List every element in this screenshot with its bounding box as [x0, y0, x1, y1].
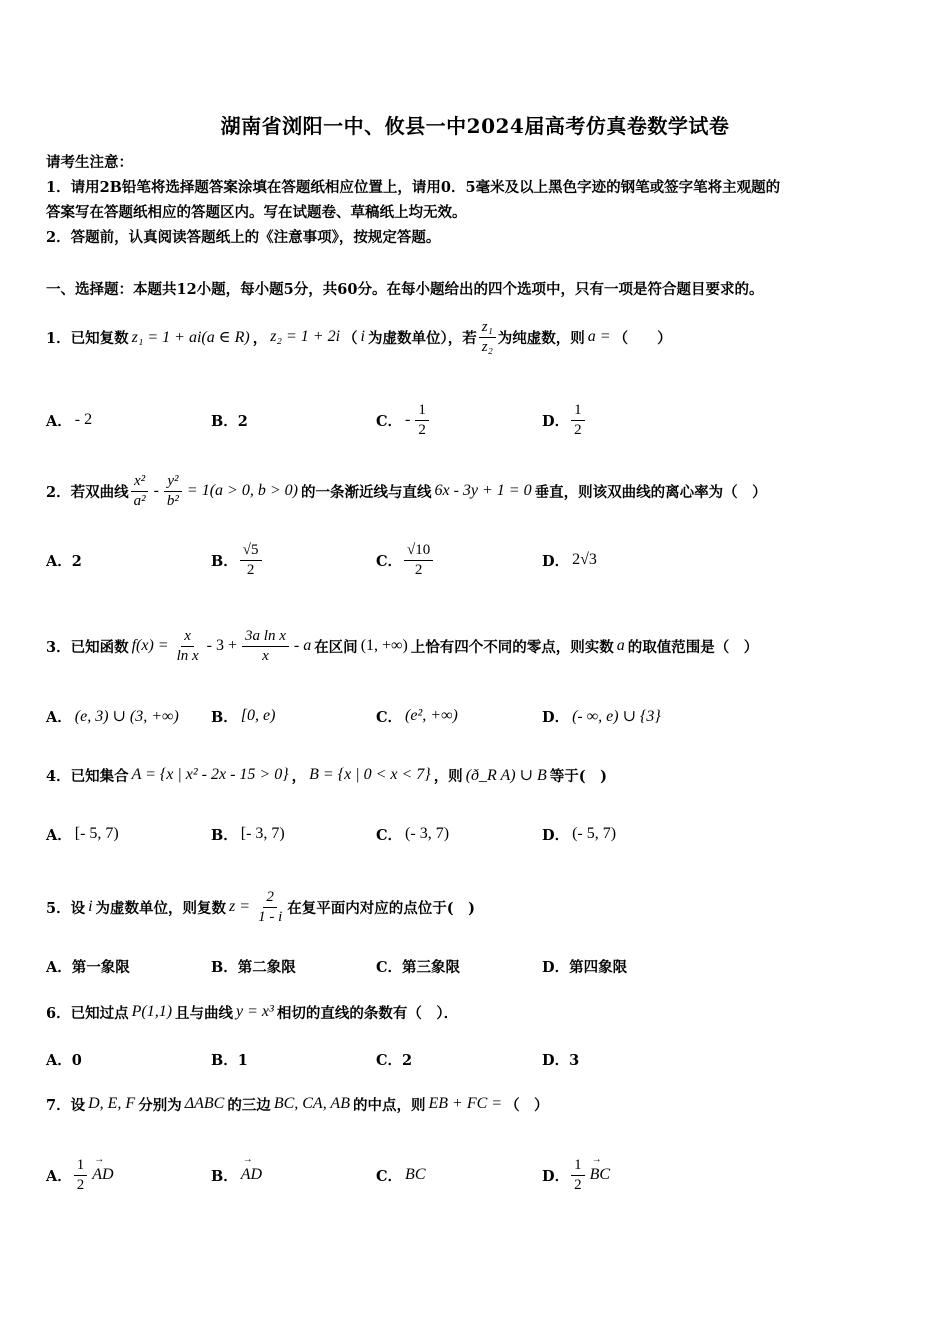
q5-option-c-label: C．第三象限: [376, 958, 461, 976]
q4-text: 4．已知集合: [46, 767, 129, 785]
q2-frac-1-den: a²: [133, 492, 146, 509]
q4-option-d[interactable]: [542, 814, 619, 854]
question-4: [46, 755, 916, 795]
q6-text-2: 且与曲线: [175, 1004, 234, 1022]
q3-interval: (1, +∞): [360, 637, 408, 654]
q1-a: a =: [587, 328, 611, 345]
q4-options: [46, 814, 916, 854]
q2-option-d-value: 2√3: [572, 551, 597, 568]
q2-frac-1: [131, 473, 149, 510]
q2-condition: = 1(a > 0, b > 0): [186, 482, 298, 499]
notice-item-2: 2．答题前，认真阅读答题纸上的《注意事项》，按规定答题。: [46, 229, 441, 246]
q4-set-a: A = {x | x² - 2x - 15 > 0}: [131, 766, 289, 783]
q5-i: i: [88, 898, 93, 915]
q3-text-2: 在区间: [314, 638, 358, 656]
q7-text-2: 分别为: [138, 1096, 182, 1114]
q1-option-a[interactable]: [46, 400, 95, 440]
q3-frac-1: [174, 628, 202, 665]
q4-option-c-value: (- 3, 7): [405, 825, 450, 842]
question-3: [46, 622, 916, 670]
q7-text: 7．设: [46, 1096, 86, 1114]
q5-option-d-label: D．第四象限: [542, 958, 628, 976]
q3-option-a-label: A．: [46, 708, 72, 726]
q5-frac-den: 1 - i: [258, 908, 283, 925]
q5-text-3: 在复平面内对应的点位于( ): [287, 899, 475, 917]
q5-options: [46, 946, 916, 986]
q6-option-a-label: A．0: [46, 1051, 82, 1069]
q1-paren: （: [343, 329, 358, 347]
question-6: [46, 994, 916, 1030]
q2-option-c[interactable]: [376, 540, 435, 580]
q3-text-4: 的取值范围是（ ）: [627, 638, 759, 656]
question-1: [46, 314, 916, 360]
q2-option-c-label: C．: [376, 552, 403, 570]
question-5: [46, 884, 916, 930]
q1-option-a-label: A．: [46, 412, 72, 430]
q5-option-a[interactable]: [46, 946, 130, 986]
q5-text: 5．设: [46, 899, 86, 917]
q5-z: z =: [229, 898, 251, 915]
q5-option-c[interactable]: [376, 946, 460, 986]
notice-heading: 请考生注意：: [46, 154, 133, 171]
q5-option-b-label: B．第二象限: [211, 958, 296, 976]
q6-point: P(1,1): [131, 1003, 173, 1020]
q1-frac-num: z₁: [479, 319, 496, 338]
section-heading: 一、选择题：本题共12小题，每小题5分，共60分。在每小题给出的四个选项中，只有一项是符合题目要求的。: [46, 281, 764, 298]
notice-item-1b: 答案写在答题纸相应的答题区内。写在试题卷、草稿纸上均无效。: [46, 204, 467, 221]
question-2: [46, 468, 916, 514]
q3-f: f(x) =: [131, 637, 169, 654]
q1-option-c[interactable]: [376, 400, 431, 440]
q3-a: a: [616, 637, 625, 654]
q4-option-d-value: (- 5, 7): [572, 825, 617, 842]
q6-option-d-label: D．3: [542, 1051, 580, 1069]
q4-set-b: B = {x | 0 < x < 7}: [309, 766, 431, 783]
q1-option-c-label: C．: [376, 412, 403, 430]
q7-options: [46, 1150, 916, 1200]
q6-options: [46, 1039, 916, 1079]
q5-option-b[interactable]: [211, 946, 296, 986]
q5-text-2: 为虚数单位，则复数: [95, 899, 227, 917]
q3-option-b-label: B．: [211, 708, 238, 726]
q7-option-b-label: B．: [211, 1167, 238, 1185]
q1-option-d-num: 1: [571, 402, 585, 421]
q1-option-d-label: D．: [542, 412, 570, 430]
q7-option-b-vector: → AD: [241, 1166, 262, 1184]
q3-option-b-value: [0, e): [240, 707, 276, 724]
q2-frac-2-den: b²: [166, 492, 179, 509]
q7-option-d-num: 1: [571, 1157, 585, 1176]
q1-answer-blank: （ ）: [613, 329, 672, 347]
q1-text-2: 为虚数单位），若: [367, 329, 477, 347]
q2-option-c-den: 2: [414, 561, 423, 578]
q2-option-c-num: √10: [404, 542, 433, 561]
q7-option-b[interactable]: [211, 1150, 265, 1200]
q4-option-a[interactable]: [46, 814, 122, 854]
q7-option-a-vector: → AD: [92, 1166, 113, 1184]
q3-frac-1-num: x: [181, 628, 194, 647]
q2-options: [46, 540, 916, 580]
q5-fraction: [255, 889, 285, 926]
q4-option-a-label: A．: [46, 826, 72, 844]
q4-text-3: 等于( ): [549, 767, 608, 785]
q5-frac-num: 2: [263, 889, 277, 908]
q2-frac-1-num: x²: [131, 473, 148, 492]
q7-triangle: ΔABC: [184, 1095, 225, 1112]
q1-option-c-den: 2: [418, 421, 426, 438]
q3-option-d-label: D．: [542, 708, 570, 726]
q2-option-a-label: A．2: [46, 552, 82, 570]
q4-option-b-label: B．: [211, 826, 238, 844]
q3-end: - a: [293, 637, 312, 654]
q3-frac-1-den: ln x: [176, 647, 199, 664]
q1-fraction: [479, 319, 496, 356]
q3-option-c-value: (e², +∞): [405, 707, 458, 724]
q1-option-b[interactable]: [211, 400, 248, 440]
q2-frac-2-num: y²: [164, 473, 181, 492]
page-title: 湖南省浏阳一中、攸县一中2024届高考仿真卷数学试卷: [220, 114, 730, 138]
q3-option-b[interactable]: [211, 696, 278, 736]
q3-text: 3．已知函数: [46, 638, 129, 656]
q4-option-a-value: [- 5, 7): [74, 825, 119, 842]
q2-option-b-frac: [240, 542, 262, 579]
q7-text-5: （ ）: [505, 1096, 549, 1114]
q2-text-3: 垂直，则该双曲线的离心率为（ ）: [534, 483, 767, 501]
q7-option-a-num: 1: [74, 1157, 88, 1176]
q1-option-d-frac: [571, 402, 585, 439]
q6-text: 6．已知过点: [46, 1004, 129, 1022]
q7-option-a-frac: [74, 1157, 88, 1194]
q1-comma: ，: [252, 329, 268, 347]
q2-line: 6x - 3y + 1 = 0: [434, 482, 532, 499]
q2-option-b[interactable]: [211, 540, 264, 580]
q1-option-d-den: 2: [574, 421, 582, 438]
q2-option-b-den: 2: [246, 561, 255, 578]
q2-minus: -: [153, 482, 159, 499]
q7-option-c[interactable]: [376, 1150, 429, 1200]
q7-option-d-frac: [571, 1157, 585, 1194]
q7-option-d[interactable]: [542, 1150, 613, 1200]
q7-text-4: 的中点，则: [352, 1096, 426, 1114]
q3-option-a-value: (e, 3) ∪ (3, +∞): [74, 708, 179, 725]
q3-option-c[interactable]: [376, 696, 461, 736]
question-7: [46, 1086, 916, 1122]
q2-option-c-frac: [404, 542, 433, 579]
q7-option-a[interactable]: [46, 1150, 117, 1200]
q1-options: [46, 400, 916, 440]
q2-text: 2．若双曲线: [46, 483, 129, 501]
q2-option-b-num: √5: [240, 542, 262, 561]
q2-option-d-label: D．: [542, 552, 570, 570]
q1-option-d[interactable]: [542, 400, 587, 440]
q1-option-c-num: 1: [415, 402, 429, 421]
q7-expression: EB + FC =: [428, 1095, 503, 1112]
q6-option-b-label: B．1: [211, 1051, 248, 1069]
q4-option-b-value: [- 3, 7): [240, 825, 285, 842]
q6-option-a[interactable]: [46, 1039, 82, 1079]
q4-comma: ，: [291, 767, 307, 785]
q2-text-2: 的一条渐近线与直线: [300, 483, 432, 501]
q6-option-d[interactable]: [542, 1039, 579, 1079]
q6-curve: y = x³: [236, 1003, 274, 1020]
q3-option-c-label: C．: [376, 708, 403, 726]
q7-option-a-den: 2: [76, 1176, 85, 1193]
q6-option-c[interactable]: [376, 1039, 412, 1079]
q1-z1: z₁ = 1 + ai(a ∈ R): [131, 329, 250, 346]
q2-option-a[interactable]: [46, 540, 82, 580]
q7-points: D, E, F: [88, 1095, 136, 1112]
q6-text-3: 相切的直线的条数有（ ）．: [276, 1004, 459, 1022]
q1-z2: z₂ = 1 + 2i: [270, 328, 341, 345]
q1-text: 1．已知复数: [46, 329, 129, 347]
q1-option-b-label: B．2: [211, 412, 248, 430]
q6-option-b[interactable]: [211, 1039, 248, 1079]
q4-option-c[interactable]: [376, 814, 452, 854]
q7-option-d-den: 2: [574, 1176, 582, 1193]
q3-text-3: 上恰有四个不同的零点，则实数: [410, 638, 614, 656]
q3-mid: - 3 +: [206, 637, 238, 654]
q1-frac-den: z₂: [481, 338, 493, 355]
q4-text-2: ，则: [433, 767, 463, 785]
q2-option-d[interactable]: [542, 540, 600, 580]
q7-text-3: 的三边: [227, 1096, 271, 1114]
q7-option-c-label: C．: [376, 1167, 403, 1185]
q7-sides: BC, CA, AB: [273, 1095, 350, 1112]
q3-option-d[interactable]: [542, 696, 664, 736]
q6-option-c-label: C．2: [376, 1051, 413, 1069]
q4-option-d-label: D．: [542, 826, 570, 844]
q7-option-c-value: BC: [405, 1166, 426, 1183]
q3-options: [46, 696, 916, 736]
q1-option-a-value: - 2: [74, 411, 93, 428]
q1-option-c-sign: -: [405, 411, 411, 428]
q3-frac-2-num: 3a ln x: [242, 628, 289, 647]
q3-option-d-value: (- ∞, e) ∪ {3}: [572, 708, 661, 725]
q1-text-3: 为纯虚数，则: [497, 329, 585, 347]
q3-option-a[interactable]: [46, 696, 182, 736]
q4-option-c-label: C．: [376, 826, 403, 844]
q7-option-d-label: D．: [542, 1167, 570, 1185]
q1-i: i: [360, 328, 365, 345]
notice-item-1a: 1．请用2B铅笔将选择题答案涂填在答题纸相应位置上，请用0．5毫米及以上黑色字迹的钢笔或签字笔将主观题的: [46, 179, 781, 196]
q2-option-b-label: B．: [211, 552, 238, 570]
q2-frac-2: [164, 473, 182, 510]
q3-frac-2-den: x: [262, 647, 269, 664]
q7-option-a-label: A．: [46, 1167, 72, 1185]
q3-frac-2: [242, 628, 289, 665]
q7-option-d-vector: → BC: [590, 1166, 610, 1184]
q5-option-d[interactable]: [542, 946, 627, 986]
q5-option-a-label: A．第一象限: [46, 958, 130, 976]
q1-option-c-frac: [415, 402, 429, 439]
q4-expression: (ð_R A) ∪ B: [465, 767, 547, 784]
q4-option-b[interactable]: [211, 814, 288, 854]
